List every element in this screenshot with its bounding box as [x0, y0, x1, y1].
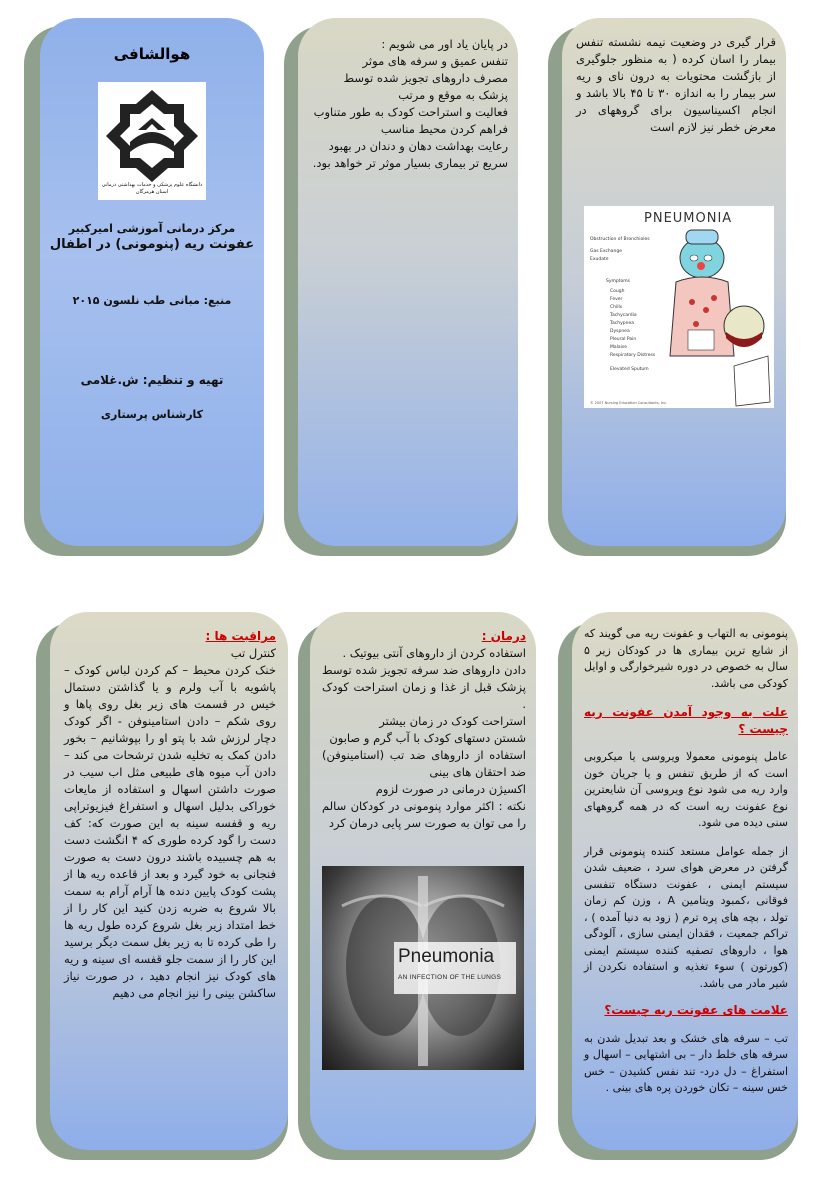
bottom-middle-panel — [310, 612, 536, 1150]
pneumonia-illustration — [584, 206, 774, 408]
university-logo — [98, 82, 206, 200]
cover-source: منبع: مبانی طب نلسون ۲۰۱۵ — [72, 294, 232, 307]
figure-symptom: Chills — [610, 305, 623, 310]
figure-list-item: Gas Exchange — [590, 249, 623, 254]
risk-paragraph: از جمله عوامل مستعد کننده پنومونی قرار گرفتن در معرض هوای سرد ، ضعیف شدن سیستم ایمنی ، عفونت دستگاه تنفسی فوقانی ،کمبود ویتامین A ، وزن کم زمان تولد ، بچه های پره ترم ( زود به دنیا آمده ) ، تراکم جمعیت ، فقدان ایمنی سازی ، آلودگی هوا ، داروهای تصفیه کننده سیستم ایمنی (کورتون ) سوء تغذیه و استفاده نکردن از شیر مادر می باشد. — [584, 844, 788, 990]
care-heading: مراقبت ها : — [205, 629, 276, 643]
treatment-line: اکسیژن درمانی در صورت لزوم — [375, 782, 526, 796]
figure-symptom: Malaise — [610, 345, 628, 350]
summary-line: در پایان یاد اور می شویم : — [381, 37, 508, 51]
treatment-section — [322, 628, 526, 832]
figure-symptom: Respiratory Distress — [610, 353, 656, 358]
summary-line: تنفس عمیق و سرفه های موثر — [362, 54, 508, 68]
cover-topic: عفونت ریه (پنومونی) در اطفال — [49, 237, 255, 252]
intro-paragraph: پنومونی به التهاب و عفونت ریه می گویند که از شایع ترین بیماری ها در کودکان زیر ۵ سال به خصوص در دوره شیرخوارگی و اوایل کودکی می باشد. — [584, 627, 788, 690]
symptoms-paragraph: تب – سرفه های خشک و بعد تبدیل شدن به سرفه های خلط دار – بی اشتهایی – اسهال و استفراغ – دل درد- تند نفس کشیدن – خس خس سینه – تکان خوردن پره های بینی . — [584, 1031, 788, 1094]
pneumonia-illustration-drawing — [584, 206, 774, 408]
treatment-line: دادن داروهای ضد سرفه تجویز شده توسط پزشک قبل از غذا و زمان استراحت کودک . — [322, 663, 526, 711]
symptoms-heading: علامت های عفونت ریه چیست؟ — [604, 1003, 788, 1017]
care-paragraph: خنک کردن محیط – کم کردن لباس کودک – پاشویه با آب ولرم و یا گذاشتن دستمال خیس در قسمت های زیر بغل روی پاها و روی شکم – دادن استامینوفن - اگر کودک دچار لرزش شد با پتو او را بپوشانیم – بخور دادن کمک به تخلیه شدن ترشحات می کند – دادن آب میوه های طبیعی مثل اب سیب در صورت داشتن اسهال و استفاده از مایعات خوراکی بدلیل اسهال و استفراغ فیزیوتراپی ریه و قفسه سینه به این صورت که: کف دست را گود کرده طوری که ۴ انگشت دست به هم چسبیده باشند درون دست به صورت فنجانی به خود گیرد و بعد از قاعده ریه ها از پشت کودک پایین دنده ها آرام آرام به سمت بالا شروع به ضربه زدن کنید این کار را از خط امتداد زیر بغل شروع کرده طول ریه ها را طی کرده تا به زیر بغل سمت دیگر برسید این کار را از سمت جلو قفسه ای سینه و ریه های کودک نیز انجام دهید ، در صورت نیاز ساکشن بینی را نیز انجام می دهیم — [64, 663, 276, 1000]
figure-symptom: Pleural Pain — [610, 337, 637, 342]
figure-symptom: Dyspnea — [610, 329, 630, 334]
figure-symptom: Cough — [610, 289, 625, 294]
logo-caption: دانشگاه علوم پزشکی و خدمات بهداشتی درمانی استان هرمزگان — [101, 182, 203, 195]
cause-paragraph: عامل پنومونی معمولا ویروسی یا میکروبی است که از طریق تنفس و یا جریان خون وارد ریه می شود نوع ویروسی آن شایعترین نوع عفونت ریه است که در همه گروههای سنی دیده می شود. — [584, 750, 788, 829]
figure-symptom: Fever — [610, 297, 623, 302]
figure-copyright: © 2007 Nursing Education Consultants, Inc. — [590, 401, 668, 405]
figure-symptom: Symptoms — [606, 279, 631, 284]
treatment-line: استفاده کردن از داروهای آنتی بیوتیک . — [342, 646, 526, 660]
figure-symptom: Elevated Sputum — [610, 367, 649, 372]
summary-line: فعالیت و استراحت کودک به طور متناوب — [313, 105, 508, 119]
bottom-right-panel — [572, 612, 798, 1150]
xray-title: Pneumonia — [398, 946, 495, 967]
cover-title: هوالشافی — [113, 45, 191, 63]
cover-author-role: کارشناس پرستاری — [100, 408, 204, 421]
figure-symptom: Tachycardia — [610, 313, 637, 318]
cause-heading: علت به وجود آمدن عفونت ریه چیست ؟ — [584, 705, 788, 736]
treatment-line: استراحت کودک در زمان بیشتر — [379, 714, 526, 728]
top-middle-panel — [298, 18, 518, 546]
xray-subtitle: AN INFECTION OF THE LUNGS — [398, 974, 502, 981]
cover-author: تهیه و تنظیم: ش.غلامی — [80, 373, 224, 387]
positioning-paragraph: قرار گیری در وضعیت نیمه نشسته تنفس بیمار را اسان کرده ( به منظور جلوگیری از بازگشت محتویات به درون نای و ریه سر بیمار را به اندازه ۳۰ تا ۴۵ بالا باشد و انجام اکسیناسیون برای گروههای در معرض خطر نیز لازم است — [576, 35, 777, 134]
center-name: مرکز درمانی آموزشی امیرکبیر — [68, 222, 236, 235]
summary-line: رعایت بهداشت دهان و دندان در بهبود سریع تر بیماری بسیار موثر تر خواهد بود. — [312, 139, 508, 170]
summary-line: مصرف داروهای تجویز شده توسط پزشک به موقع و مرتب — [343, 71, 508, 102]
treatment-note: نکته : اکثر موارد پنومونی در کودکان سالم را می توان به صورت سر پایی درمان کرد — [322, 799, 526, 830]
treatment-line: شستن دستهای کودک با آب گرم و صابون — [329, 731, 526, 745]
definition-section — [584, 626, 788, 1097]
top-right-panel — [562, 18, 786, 546]
xray-image — [322, 866, 524, 1070]
care-subheading: کنترل تب — [230, 646, 276, 660]
xray-label-box — [394, 942, 516, 994]
figure-list-item: Obstruction of Bronchioles — [590, 237, 650, 242]
figure-list-item: Exudate — [590, 257, 609, 262]
bottom-left-panel — [50, 612, 288, 1150]
care-section — [64, 628, 276, 1002]
figure-title: PNEUMONIA — [644, 211, 733, 226]
treatment-line: استفاده از داروهای ضد تب (استامینوفن) ضد احتقان های بینی — [322, 748, 526, 779]
summary-list — [312, 36, 508, 172]
figure-symptom: Tachypnea — [610, 321, 634, 326]
summary-line: فراهم کردن محیط مناسب — [380, 122, 508, 136]
cover-panel — [40, 18, 264, 546]
treatment-heading: درمان : — [481, 629, 526, 643]
